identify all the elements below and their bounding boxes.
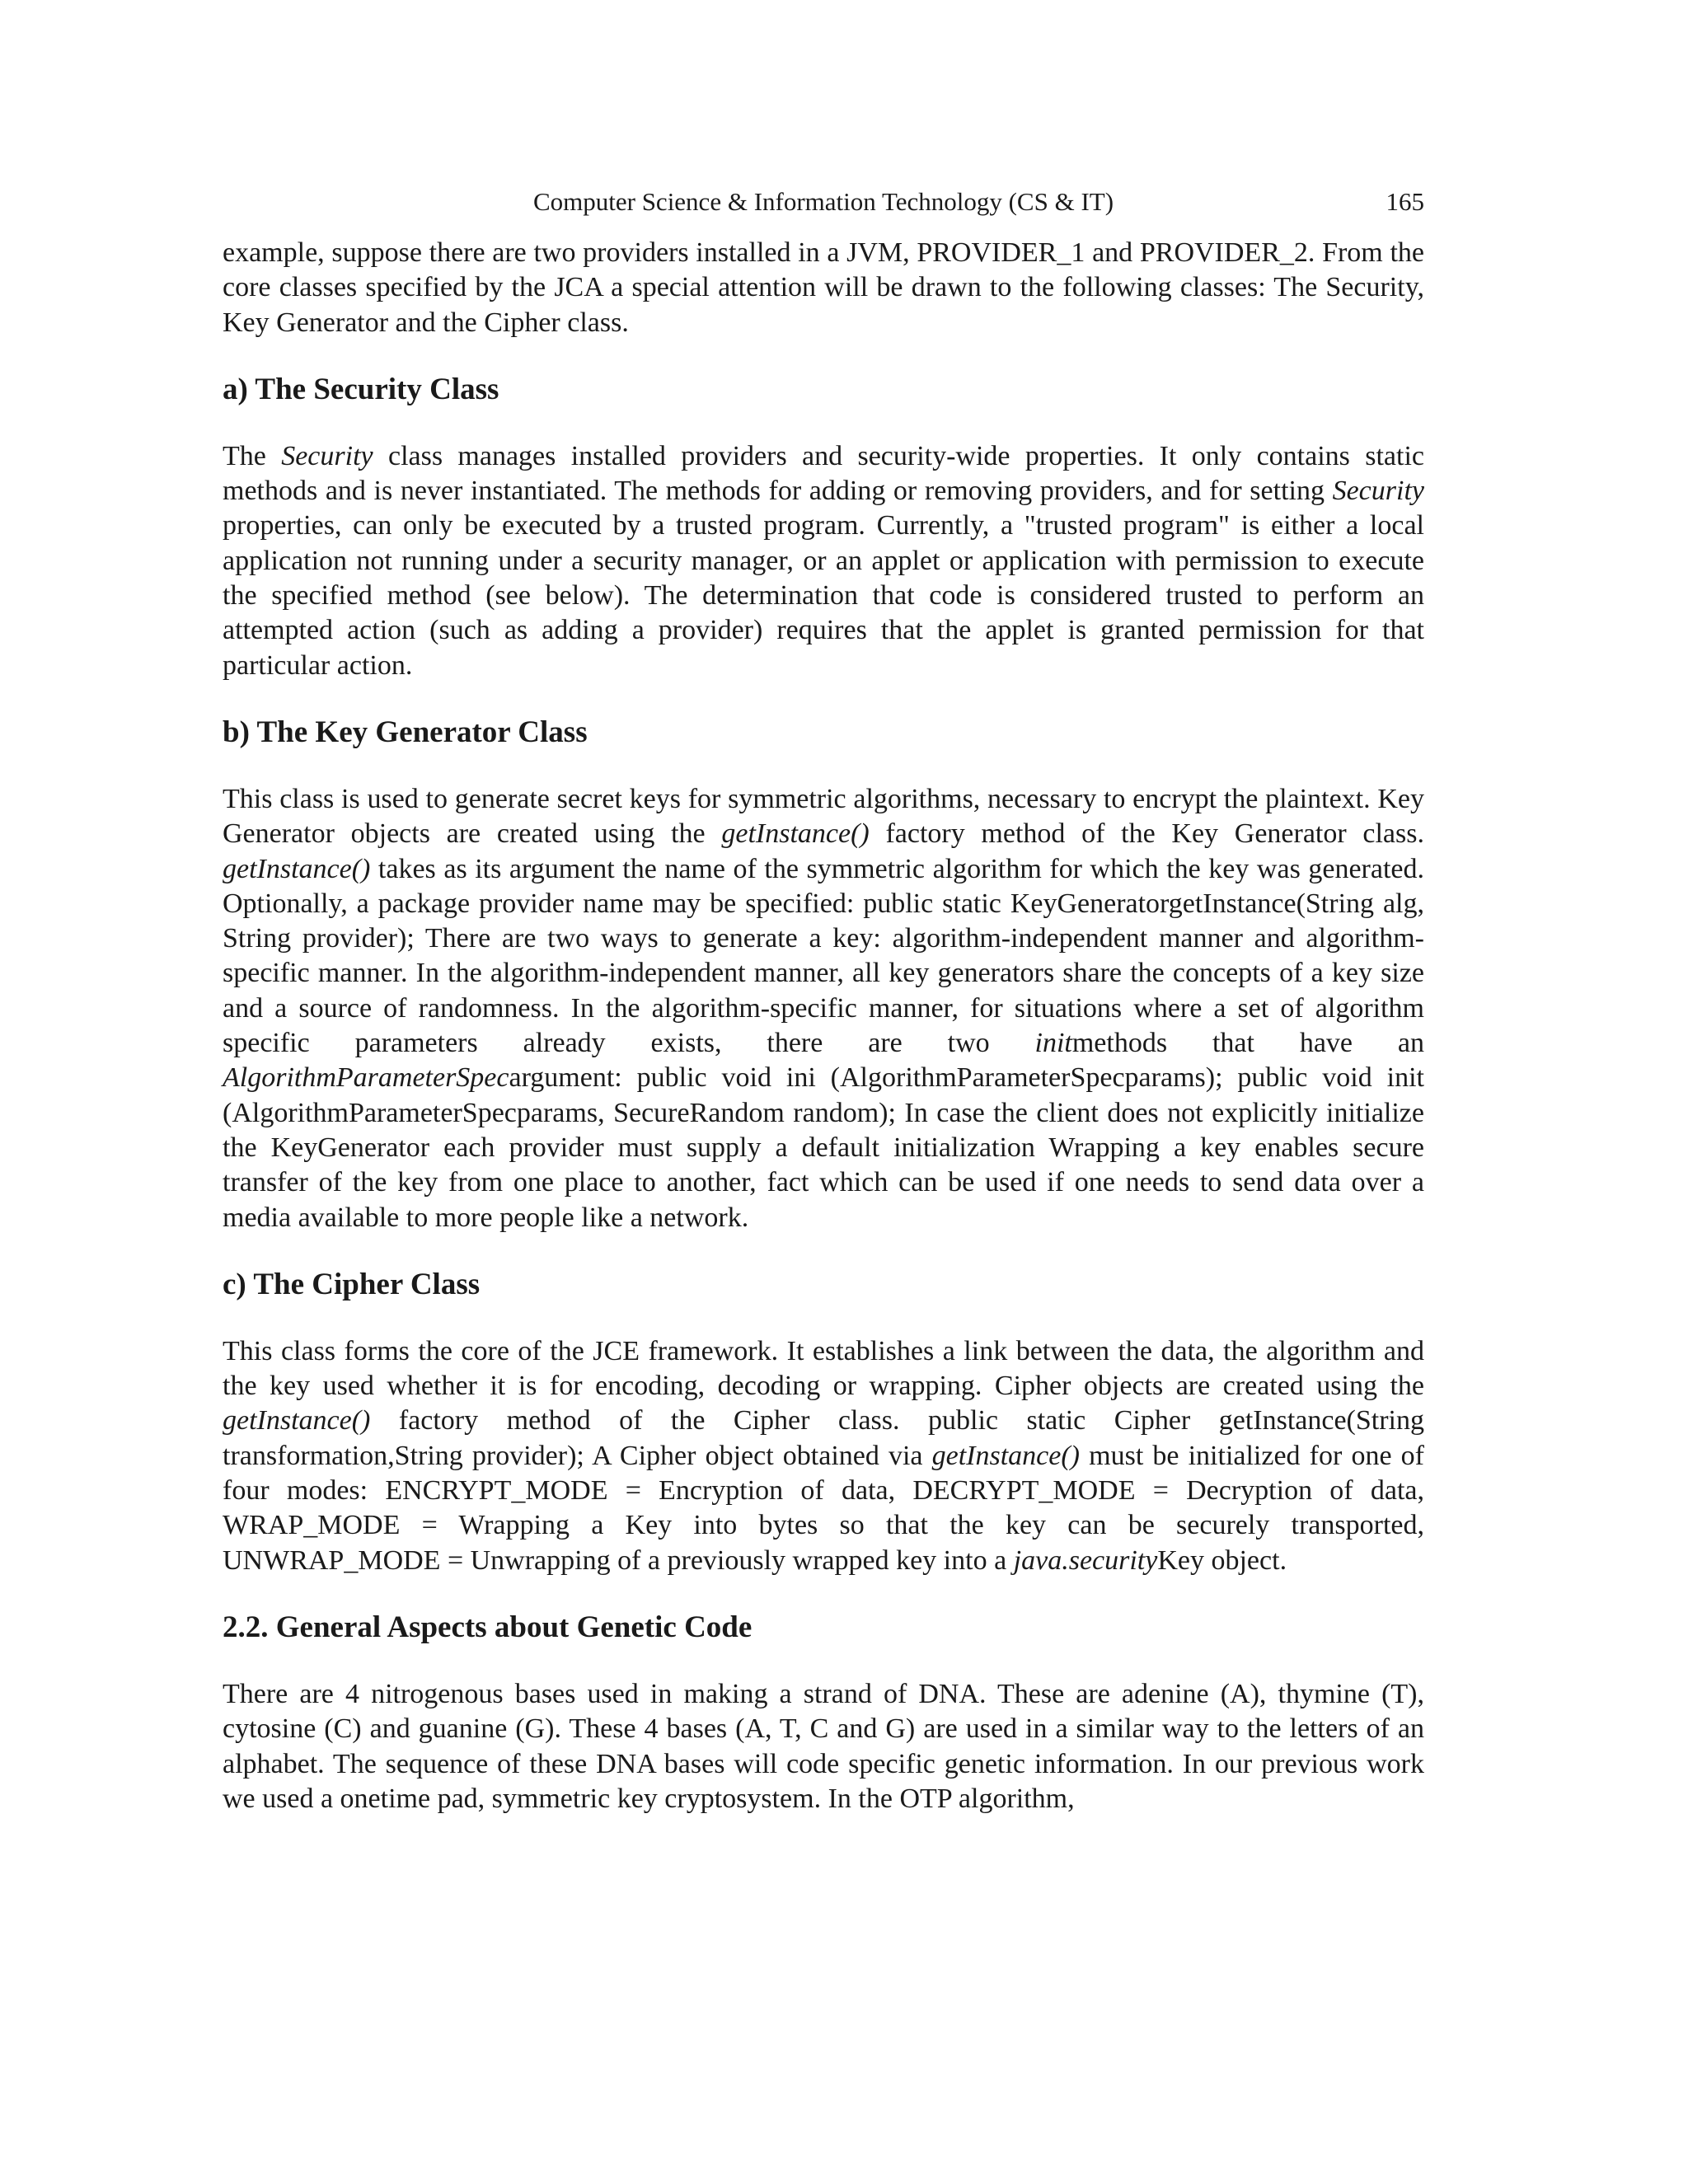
journal-title: Computer Science & Information Technology (CS & IT) xyxy=(532,187,1114,216)
text-run: factory method of the Cipher class. public static Cipher getInstance(String transformation,String provider); A Cipher object obtained via xyxy=(223,1405,1424,1471)
page-number: 165 xyxy=(1386,187,1424,216)
text-run: takes as its argument the name of the symmetric algorithm for which the key was generated. Optionally, a package provider name may be specified: public static KeyGeneratorgetInstance(String alg, String provider); There are two ways to generate a key: algorithm-independent manner and algorithm-specific manner. In the algorithm-independent manner, all key generators share the concepts of a key size and a source of randomness. In the algorithm-specific manner, for situations where a set of algorithm specific parameters already exists, there are two xyxy=(223,853,1424,1059)
italic-run: getInstance() xyxy=(223,1405,371,1436)
keygen-paragraph xyxy=(223,782,1424,1235)
text-run: Key object. xyxy=(1157,1544,1287,1576)
page xyxy=(223,183,1424,1816)
italic-run: getInstance() xyxy=(931,1440,1081,1471)
text-run: class manages installed providers and security-wide properties. It only contains static methods and is never instantiated. The methods for adding or removing providers, and for setting xyxy=(223,440,1424,507)
section-heading-cipher: c) The Cipher Class xyxy=(223,1267,481,1301)
text-run: must be initialized for one of four modes: ENCRYPT_MODE = Encryption of data, DECRYPT_MODE = Decryption of data, WRAP_MODE = Wrapping a Key into bytes so that the key can be securely transported, UNWRAP_MODE = Unwrapping of a previously wrapped key into a xyxy=(223,1440,1424,1576)
text-run: factory method of the Key Generator class. xyxy=(869,818,1424,850)
section-heading-genetic: 2.2. General Aspects about Genetic Code xyxy=(223,1610,753,1644)
text-run: The xyxy=(223,440,282,471)
running-header xyxy=(223,183,1424,221)
italic-run: AlgorithmParameterSpec xyxy=(223,1062,509,1094)
text-run: This class is used to generate secret keys for symmetric algorithms, necessary to encrypt the plaintext. Key Generator objects are created using the xyxy=(223,783,1424,850)
italic-run: java.security xyxy=(1013,1544,1158,1576)
genetic-paragraph: There are 4 nitrogenous bases used in making a strand of DNA. These are adenine (A), thymine (T), cytosine (C) and guanine (G). These 4 bases (A, T, C and G) are used in a similar way to the letters of an alphabet. The sequence of these DNA bases will code specific genetic information. In our previous work we used a onetime pad, symmetric key cryptosystem. In the OTP algorithm, xyxy=(223,1678,1424,1814)
section-heading-keygen: b) The Key Generator Class xyxy=(223,715,588,749)
italic-run: Security xyxy=(281,440,373,471)
section-heading-security: a) The Security Class xyxy=(223,372,499,406)
text-run: This class forms the core of the JCE framework. It establishes a link between the data, the algorithm and the key used whether it is for encoding, decoding or wrapping. Cipher objects are created using the xyxy=(223,1335,1424,1402)
italic-run: getInstance() xyxy=(721,818,870,850)
cipher-paragraph xyxy=(223,1334,1424,1578)
italic-run: getInstance() xyxy=(223,853,371,884)
text-run: properties, can only be executed by a trusted program. Currently, a "trusted program" is either a local application not running under a security manager, or an applet or application with permission to execute the specified method (see below). The determination that code is considered trusted to perform an attempted action (such as adding a provider) requires that the applet is granted permission for that particular action. xyxy=(223,510,1424,681)
intro-paragraph: example, suppose there are two providers installed in a JVM, PROVIDER_1 and PROVIDER_2. From the core classes specified by the JCA a special attention will be drawn to the following classes: The Security, Key Generator and the Cipher class. xyxy=(223,237,1424,338)
text-run: methods that have an xyxy=(1071,1028,1424,1059)
italic-run: Security xyxy=(1332,476,1424,507)
text-run: argument: public void ini (AlgorithmParameterSpecparams); public void init (AlgorithmParameterSpecparams, SecureRandom random); In case the client does not explicitly initialize the KeyGenerator each provider must supply a default initialization Wrapping a key enables secure transfer of the key from one place to another, fact which can be used if one needs to send data over a media available to more people like a network. xyxy=(223,1062,1424,1233)
italic-run: init xyxy=(1034,1028,1072,1059)
security-paragraph xyxy=(223,439,1424,683)
